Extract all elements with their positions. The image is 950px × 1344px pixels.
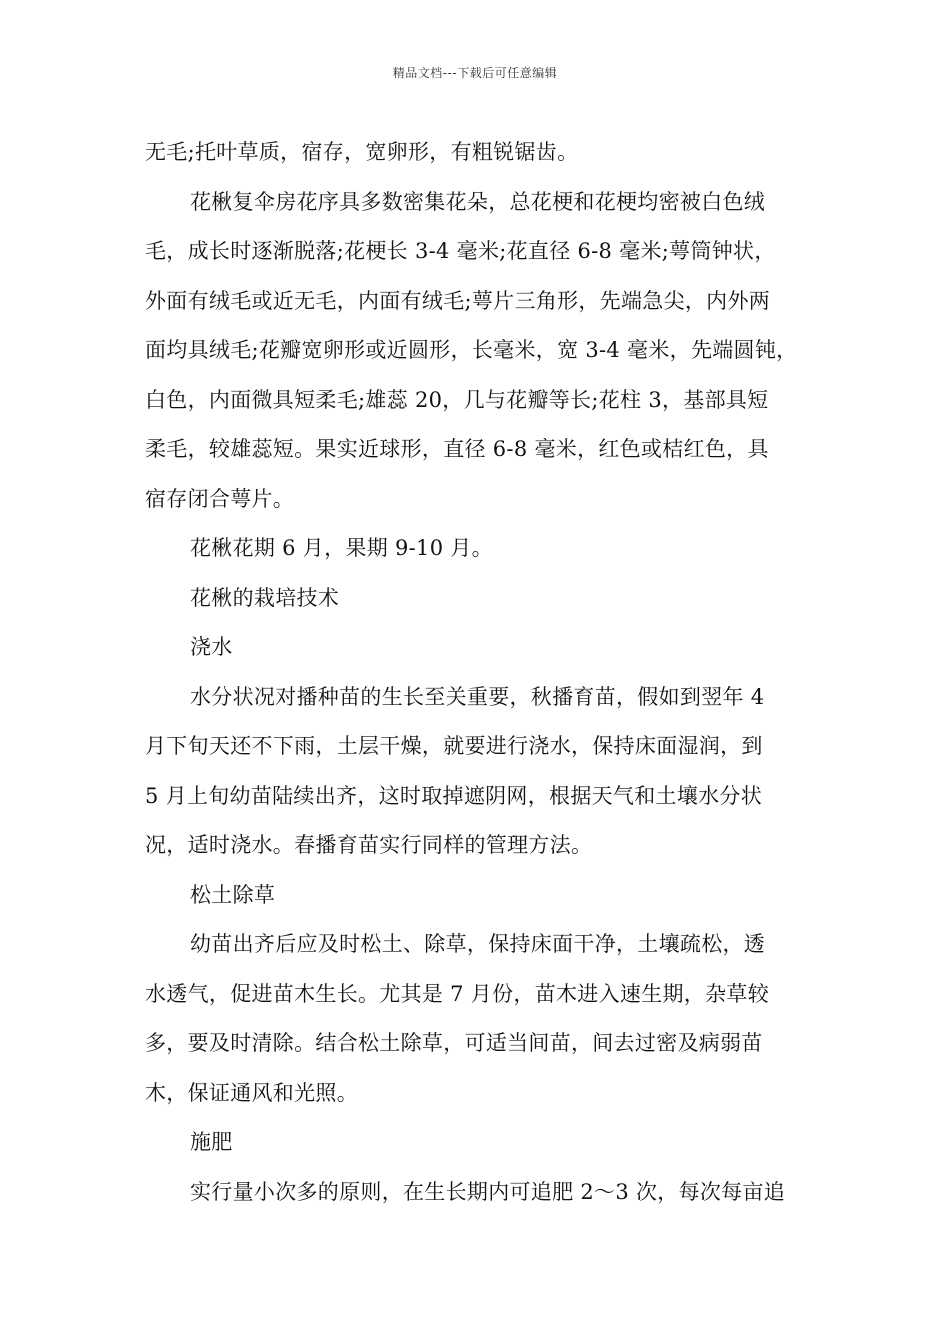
text-line: 5 月上旬幼苗陆续出齐，这时取掉遮阴网，根据天气和土壤水分状 xyxy=(145,783,763,808)
text-line: 面均具绒毛;花瓣宽卵形或近圆形，长毫米，宽 3-4 毫米，先端圆钝， xyxy=(145,338,798,362)
text-line: 幼苗出齐后应及时松土、除草，保持床面干净，土壤疏松，透 xyxy=(190,932,766,956)
text-line: 无毛;托叶草质，宿存，宽卵形，有粗锐锯齿。 xyxy=(145,140,579,164)
text-line: 多，要及时清除。结合松土除草，可适当间苗，间去过密及病弱苗 xyxy=(145,1031,763,1055)
document-body xyxy=(145,128,813,1217)
text-line: 况，适时浇水。春播育苗实行同样的管理方法。 xyxy=(145,833,593,857)
text-line: 花楸的栽培技术 xyxy=(190,585,340,610)
text-line: 浇水 xyxy=(190,635,233,659)
text-line: 宿存闭合萼片。 xyxy=(145,486,295,511)
page-header: 精品文档---下载后可任意编辑 xyxy=(392,66,558,80)
text-line: 施肥 xyxy=(190,1130,233,1154)
text-line: 柔毛，较雄蕊短。果实近球形，直径 6-8 毫米，红色或桔红色，具 xyxy=(145,437,769,461)
text-line: 毛，成长时逐渐脱落;花梗长 3-4 毫米;花直径 6-8 毫米;萼筒钟状， xyxy=(145,239,776,263)
text-line: 木，保证通风和光照。 xyxy=(145,1080,358,1105)
text-line: 松土除草 xyxy=(190,882,276,907)
text-line: 白色，内面微具短柔毛;雄蕊 20，几与花瓣等长;花柱 3，基部具短 xyxy=(145,387,769,412)
text-line: 实行量小次多的原则，在生长期内可追肥 2～3 次，每次每亩追 xyxy=(190,1179,786,1204)
text-line: 花楸花期 6 月，果期 9-10 月。 xyxy=(190,536,493,560)
text-line: 月下旬天还不下雨，土层干燥，就要进行浇水，保持床面湿润，到 xyxy=(145,734,763,758)
text-line: 外面有绒毛或近无毛，内面有绒毛;萼片三角形，先端急尖，内外两 xyxy=(145,288,771,313)
text-line: 水分状况对播种苗的生长至关重要，秋播育苗，假如到翌年 4 xyxy=(190,684,765,709)
text-line: 花楸复伞房花序具多数密集花朵，总花梗和花梗均密被白色绒 xyxy=(190,189,766,214)
text-line: 水透气，促进苗木生长。尤其是 7 月份，苗木进入速生期，杂草较 xyxy=(145,981,770,1006)
